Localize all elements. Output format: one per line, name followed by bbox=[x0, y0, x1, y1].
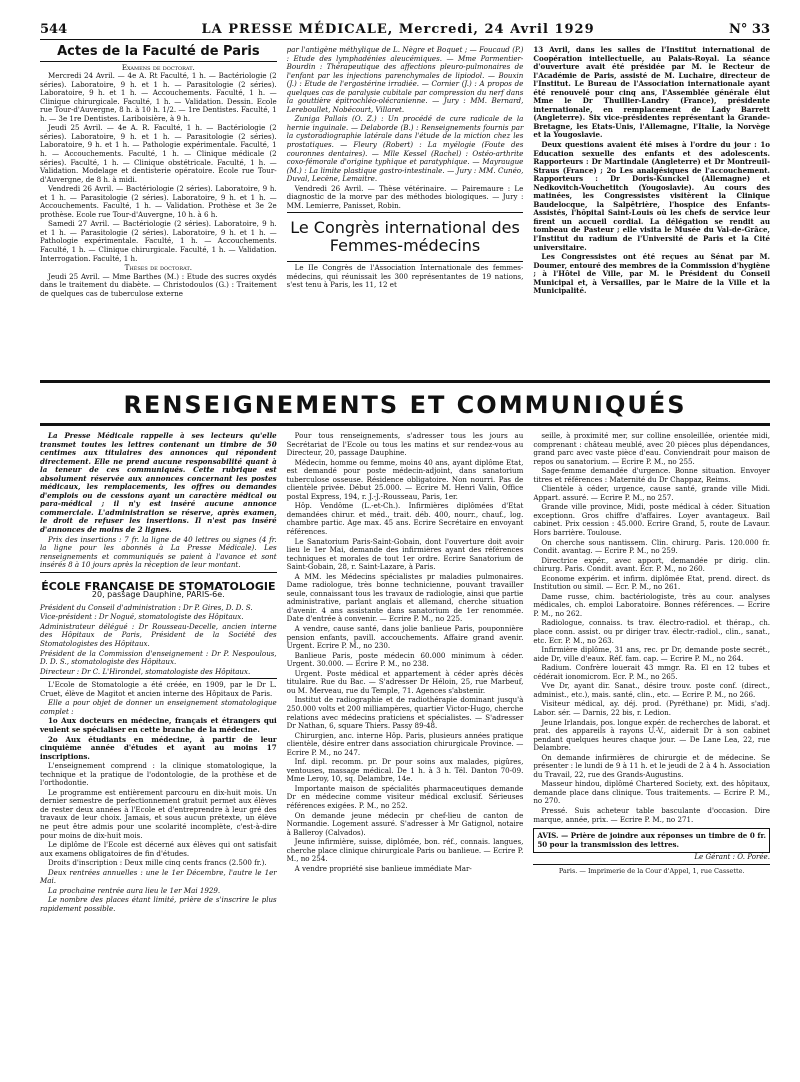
classified-ad: Vve Dr, ayant dir. Sanat., désire trouv. poste conf. (direct., administ., etc.), mais. santé, clin., etc. — Ecrire P. M., no 266. bbox=[533, 681, 771, 699]
classified-ad: Le Sanatorium Paris-Saint-Gobain, dont l'ouverture doit avoir lieu le 1er Mai, demande des infirmières ayant des références techniques et morales de tout 1er ordre. Ecrire Sanatorium de Saint-Gobain, 28, r. Saint-Lazare, à Paris. bbox=[286, 536, 524, 572]
page-number: 544 bbox=[40, 22, 68, 37]
faculte-paragraph: Mercredi 24 Avril. — 4e A. Rt Faculté, 1 h. — Bactériologie (2 séries). Laboratoire, 9 h. et 1 h. — Parasitologie (2 séries). Laboratoire, 9 h. et 1 h. — Accouchements. Faculté, 1 h. — Clinique chirurgicale. Faculté, 1 h. — Validation. Dessin. Ecole rue Tour-d'Auvergne, 8 h. à 10 h. 1/2. — 1re Dentistes. Faculté, 1 h. — 3e 1re Dentistes. Lariboisière, à 9 h. bbox=[40, 71, 277, 123]
classified-ad: Hôp. Vendôme (L.-et-Ch.). Infirmières diplômées d'Etat demandées chirur. et méd., trait. déb. 400, nourr., chauf., log. chambre partic. Age max. 45 ans. Ecrire Secrétaire en envoyant références. bbox=[286, 501, 524, 537]
classified-ad: Visiteur médical, ay. déj. prod. (Pyréthane) pr. Midi, s'adj. Labor. sér. — Darnis, 22 bis, r. Ledion. bbox=[533, 699, 771, 717]
ecole-body: Le nombre des places étant limité, prière de s'inscrire le plus rapidement possible. bbox=[40, 895, 277, 913]
theses-subheading: Thèses de doctorat. bbox=[124, 263, 193, 273]
prix-paragraph: Prix des insertions : 7 fr. la ligne de 40 lettres ou signes (4 fr. la ligne pour les abonnés à La Presse Médicale). Les renseignements et communiqués se paient à l'avance et sont insérés 8 à 10 jours après la réception de leur montant. bbox=[40, 534, 277, 570]
ecole-body: Deux rentrées annuelles : une le 1er Décembre, l'autre le 1er Mai. bbox=[40, 867, 277, 886]
faculte-paragraph: Vendredi 26 Avril. — Bactériologie (2 séries). Laboratoire, 9 h. et 1 h. — Parasitologie (2 séries). Laboratoire, 9 h. et 1 h. — Accouchements. Faculté, 1 h. — Validation. Prothèse et 3e 2e prothèse. Ecole rue Tour-d'Auvergne, 10 h. à 6 h. bbox=[40, 184, 277, 219]
right-bottom-column bbox=[533, 432, 770, 914]
avis-box: AVIS. — Prière de joindre aux réponses un timbre de 0 fr. 50 pour la transmission des lettres. bbox=[533, 828, 770, 853]
ecole-staff: Président de la Commission d'enseignement : Dr P. Nespoulous, D. D. S., stomatologiste des Hôpitaux. bbox=[40, 648, 277, 667]
right-top-column bbox=[533, 46, 770, 376]
congres-continued-3: Les Congressistes ont été reçues au Sénat par M. Doumer, entouré des membres de la Commission d'hygiène ; à l'Hôtel de Ville, par M. le Président du Conseil Municipal et, à Versailles, par le Maire de la Ville et la Municipalité. bbox=[533, 252, 771, 296]
classified-ad: On demande jeune médecin pr chef-lieu de canton de Normandie. Logement assuré. S'adresser à Mr Gatignol, notaire à Balleroy (Calvados). bbox=[286, 810, 524, 837]
congres-paragraph: Le IIe Congrès de l'Association Internationale des femmes-médecins, qui réunissait les 300 représentantes de 19 nations, s'est tenu à Paris, les 11, 12 et bbox=[286, 263, 524, 290]
theses-continued-2: Zuniga Pallais (O. Z.) : Un procédé de cure radicale de la hernie inguinale. — Delaborde (B.) : Renseignements fournis par la cystoradiographie latérale dans l'étude de la miction chez les prostatiques. — Fleury (Robert) : La myélogie (Foute des couronnes dentaires). — Mlle Kessel (Rachel) : Ostéo-arthrite coxo-fémorale d'origine typhique et paratyphique. — Mayraugue (M.) : La limite plastique gastro-intestinale. — Jury : MM. Cunéo, Duval, Lecène, Lemaitre. bbox=[286, 114, 524, 184]
ecole-body: Droits d'inscription : Deux mille cinq cents francs (2.500 fr.). bbox=[48, 858, 267, 868]
classified-ad: Importante maison de spécialités pharmaceutiques demande Dr en médecine comme visiteur médical exclusif. Sérieuses références exigées. P. M., no 252. bbox=[286, 783, 524, 810]
classified-ad: Pressé. Suis acheteur table basculante d'occasion. Dire marque, année, prix. — Ecrire P. M., no 271. bbox=[533, 805, 771, 824]
ecole-body: Le programme est entièrement parcouru en dix-huit mois. Un dernier semestre de perfectionnement gratuit permet aux élèves de rester deux années à l'Ecole et d'entreprendre à leur gré des travaux de leur choix. Jamais, et sous aucun prétexte, un élève ne peut être admis pour une scolarité incomplète, c'est-à-dire pour moins de dix-huit mois. bbox=[40, 787, 277, 840]
newspaper-page bbox=[40, 22, 770, 914]
congres-continued-2: Deux questions avaient été mises à l'ordre du jour : 1o Education sexuelle des enfants et des adolescents. Rapporteurs : Dr Martindale (Angleterre) et Dr Montreuil-Straus (France) ; 2o Les analgésiques de l'accouchement. Rapporteurs : Dr Doris-Kunckel (Allemagne) et Nedkovitch-Vouchetitch (Yougoslavie). Au cours des matinées, les Congressistes visitèrent la Clinique Baudelocque, la Salpêtrière, l'hospice des Enfants-Assistés, l'hôpital Saint-Louis où les chefs de service leur firent un accueil cordial. La délégation se rendit au tombeau de Pasteur ; elle visita le Musée du Val-de-Grâce, l'Institut du radium de l'Université de Paris et la Cité universitaire. bbox=[533, 140, 771, 252]
imprimerie-line: Paris. — Imprimerie de la Cour d'Appel, 1, rue Cassette. bbox=[558, 866, 745, 875]
classified-ad: Infirmière diplôme, 31 ans, rec. pr Dr, demande poste secrét., aide Dr, ville d'eaux. Réf. fam. cap. — Ecrire P. M., no 264. bbox=[533, 645, 771, 663]
classified-ad: Institut de radiographie et de radiothérapie dominant jusqu'à 250.000 volts et 200 milliampères, quartier Victor-Hugo, cherche relations avec médecins praticiens et spécialistes. — S'adresser Dr Nathan, 6, square Thiers. Passy 89-48. bbox=[286, 695, 524, 731]
newspaper-title: LA PRESSE MÉDICALE, Mercredi, 24 Avril 1929 bbox=[201, 22, 595, 37]
ecole-body: L'enseignement comprend : la clinique stomatologique, la technique et la pratique de l'odontologie, de la prothèse et de l'orthodontie. bbox=[40, 761, 277, 788]
renseignements-title: RENSEIGNEMENTS ET COMMUNIQUÉS bbox=[123, 391, 687, 419]
ecole-body: Elle a pour objet de donner un enseignement stomatologique complet : bbox=[40, 698, 277, 716]
ecole-staff: Vice-président : Dr Nogué, stomatologiste des Hôpitaux. bbox=[40, 612, 244, 622]
ecole-body: La prochaine rentrée aura lieu le 1er Mai 1929. bbox=[48, 885, 221, 895]
classified-ad: Chirurgien, anc. interne Hôp. Paris, plusieurs années pratique clientèle, désire entrer dans association chirurgicale Province. — Ecrire P. M., no 247. bbox=[286, 730, 524, 757]
congres-continued: 13 Avril, dans les salles de l'Institut international de Coopération intellectuelle, au Palais-Royal. La séance d'ouverture avait été présidée par M. le Recteur de l'Académie de Paris, assisté de M. Luchaire, directeur de l'Institut. Le Bureau de l'Association internationale ayant été renouvelé pour cinq ans, l'Assemblée générale élut Mme le Dr Thuillier-Landry (France), présidente internationale, en remplacement de Lady Barrett (Angleterre). Six vice-présidentes représentant la Grande-Bretagne, les Etats-Unis, l'Allemagne, l'Italie, la Norvège et la Yougoslavie. bbox=[533, 45, 771, 140]
top-columns bbox=[40, 46, 770, 376]
gerant-line: Le Gérant : O. Porée. bbox=[694, 852, 771, 862]
ecole-body: Le diplôme de l'Ecole est décerné aux élèves qui ont satisfait aux examens obligatoires de fin d'études. bbox=[40, 840, 277, 858]
classified-ad: Radium. Confrère louerait 43 mmgr. Ra. El en 12 tubes et cédérait ionomicrom. Ecr. P. M., no 265. bbox=[533, 663, 771, 681]
classified-ad: Directrice expér., avec apport, demandée pr dirig. clin. chirurg. Paris. Condit. avant. Ecr. P. M., no 260. bbox=[533, 555, 771, 574]
section-divider bbox=[40, 423, 770, 426]
examens-subheading: Examens de doctorat. bbox=[121, 62, 195, 72]
divider bbox=[287, 261, 524, 262]
ecole-address: 20, passage Dauphine, PARIS-6e. bbox=[91, 590, 225, 600]
ecole-title: ÉCOLE FRANÇAISE DE STOMATOLOGIE bbox=[41, 579, 276, 593]
classified-ad: Sage-femme demandée d'urgence. Bonne situation. Envoyer titres et références : Maternité du Dr Chappaz, Reims. bbox=[533, 466, 771, 484]
theses-continued: par l'antigène méthylique de L. Nègre et Boquet ; — Foucaud (P.) : Etude des lymphadénies aleucémiques. — Mme Parmentier-Bourdin : Thérapeutique des affections pleuro-pulmonaires de l'enfant par les injections parenchymales de lipiodol. — Bouxin (J.) : Etude de l'ergostérine irradiée. — Cornier (J.) : A propos de quelques cas de paralysie cubitale par compression du nerf dans la gouttière épitrochléo-olécranienne. — Jury : MM. Bernard, Lereboullet, Nobécourt, Villaret. bbox=[286, 45, 524, 114]
faculte-column bbox=[40, 46, 277, 376]
ecole-staff: Administrateur délégué : Dr Rousseau-Decelle, ancien interne des Hôpitaux de Paris, Président de la Société des Stomatologistes des Hôpitaux. bbox=[40, 621, 277, 649]
classified-ad: Pour tous renseignements, s'adresser tous les jours au Secrétariat de l'Ecole ou tous les matins et sur rendez-vous au Directeur, 20, passage Dauphine. bbox=[286, 431, 524, 458]
classified-ad: Grande ville province, Midi, poste médical à céder. Situation exceptionn. Gros chiffre d'affaires. Loyer avantageux. Bail cabinet. Prix cession : 45.000. Ecrire Grand, 5, route de Lavaur. Hors barrière. Toulouse. bbox=[533, 502, 771, 538]
classified-ad: seille, à proximité mer, sur colline ensoleillée, orientée midi, comprenant : château meublé, avec 20 pièces plus dépendances, grand parc avec vaste pièce d'eau. Conviendrait pour maison de repos ou sanatorium. — Ecrire P. M., no 255. bbox=[533, 431, 771, 466]
classified-ad: A MM. les Médecins spécialistes pr maladies pulmonaires. Dame radiologue, très bonne technicienne, pouvant travailler seule, connaissant tous les travaux de radiologie, ainsi que partie administrative, parlant anglais et allemand, cherche situation d'avenir. 4 ans assistante dans sanatorium de 1er renommée. Date d'entrée à convenir. — Ecrire P. M., no 225. bbox=[286, 571, 524, 624]
bottom-columns bbox=[40, 432, 770, 914]
ecole-body: L'Ecole de Stomatologie a été créée, en 1909, par le Dr L. Cruet, élève de Magitot et ancien interne des Hôpitaux de Paris. bbox=[40, 680, 277, 698]
theses-continued-3: Vendredi 26 Avril. — Thèse vétérinaire. — Pairemaure : Le diagnostic de la morve par des méthodes biologiques. — Jury : MM. Lemierre, Panisset, Robin. bbox=[286, 183, 524, 210]
divider bbox=[40, 572, 277, 573]
classified-ad: Banlieue Paris, poste médecin 60.000 minimum à céder. Urgent. 30.000. — Ecrire P. M., no 238. bbox=[286, 650, 524, 669]
notice-paragraph: La Presse Médicale rappelle à ses lecteurs qu'elle transmet toutes les lettres contenant un timbre de 50 centimes aux titulaires des annonces qui répondent directement. Elle ne prend aucune responsabilité quant à la teneur de ces communiqués. Cette rubrique est absolument réservée aux annonces concernant les postes médicaux, les remplacements, les offres ou demandes d'emplois ou de cessions ayant un caractère médical ou para-médical ; il n'y est inséré aucune annonce commerciale. L'administration se réserve, après examen, le droit de refuser les insertions. Il n'est pas inséré d'annonces de moins de 2 lignes. bbox=[40, 431, 277, 535]
classified-ad: Clientèle à céder, urgence, cause santé, grande ville Midi. Appart. assuré. — Ecrire P. M., no 257. bbox=[533, 484, 771, 502]
issue-number: N° 33 bbox=[728, 22, 770, 37]
classified-ad: On demande infirmières de chirurgie et de médecine. Se présenter : le lundi de 9 à 11 h. et le jeudi de 2 à 4 h. Association du Travail, 22, rue des Grands-Augustins. bbox=[533, 752, 771, 779]
ecole-body: 1o Aux docteurs en médecine, français et étrangers qui veulent se spécialiser en cette branche de la médecine. bbox=[40, 716, 277, 734]
faculte-heading: Actes de la Faculté de Paris bbox=[57, 44, 260, 59]
ecole-staff: Directeur : Dr C. L'Hirondel, stomatologiste des Hôpitaux. bbox=[40, 666, 251, 676]
classified-ad: A vendre, cause santé, dans jolie banlieue Paris, pouponnière pension enfants, pavill. accouchements. Affaire grand avenir. Urgent. Ecrire P. M., no 230. bbox=[286, 624, 524, 651]
congres-title: Le Congrès international des Femmes-médecins bbox=[290, 218, 520, 256]
ecole-body: 2o Aux étudiants en médecine, à partir de leur cinquième année d'études et ayant au moins 17 inscriptions. bbox=[40, 734, 277, 761]
classified-ad: Inf. dipl. recomm. pr. Dr pour soins aux malades, pigûres, ventouses, massage médical. De 1 h. à 3 h. Tél. Danton 70-09. Mme Leroy, 10, sq. Delambre, 14e. bbox=[286, 757, 524, 784]
classified-ad: A vendre propriété sise banlieue immédiate Mar- bbox=[294, 863, 472, 873]
section-divider bbox=[40, 380, 770, 383]
classified-ad: Radiologue, connaiss. ts trav. électro-radiol. et thérap., ch. place conn. assist. ou pr diriger trav. électr.-radiol., clin., sanat., etc. Ecr. P. M., no 263. bbox=[533, 618, 771, 645]
theses-paragraph: Jeudi 25 Avril. — Mme Barthes (M.) : Etude des sucres oxydés dans le traitement du diabète. — Christodoulos (G.) : Traitement de quelques cas de tuberculose externe bbox=[40, 271, 277, 298]
classified-ad: On cherche sous nantissem. Clin. chirurg. Paris. 120.000 fr. Condit. avantag. — Ecrire P. M., no 259. bbox=[533, 537, 771, 556]
divider bbox=[533, 864, 770, 865]
middle-bottom-column bbox=[287, 432, 524, 914]
classified-ad: Masseur hindou, diplômé Chartered Society, ext. des hôpitaux, demande place dans clinique. Tous traitements. — Ecrire P. M., no 270. bbox=[533, 779, 771, 806]
ecole-staff: Président du Conseil d'administration : Dr P. Gires, D. D. S. bbox=[40, 602, 253, 612]
divider bbox=[287, 212, 524, 213]
classified-ad: Médecin, homme ou femme, moins 40 ans, ayant diplôme Etat, est demandé pour poste médecin-adjoint, dans sanatorium tuberculose osseuse. Résidence obligatoire. Non nourri. Pas de clientèle privée. Début 25.000. — Ecrire M. Henri Valin, Office postal Express, 194, r. J.-J.-Rousseau, Paris, 1er. bbox=[286, 457, 524, 501]
classified-ad: Jeune Irlandais, pos. longue expér. de recherches de laborat. et prat. des appareils à rayons U.-V., aiderait Dr à son cabinet pendant quelques heures chaque jour. — De Lane Lea, 22, rue Delambre. bbox=[533, 717, 771, 753]
faculte-paragraph: Samedi 27 Avril. — Bactériologie (2 séries). Laboratoire, 9 h. et 1 h. — Parasitologie (2 séries). Laboratoire, 9 h. et 1 h. — Pathologie expérimentale. Faculté, 1 h. — Accouchements. Faculté, 1 h. — Clinique chirurgicale. Faculté, 1 h. — Validation. Interrogation. Faculté, 1 h. bbox=[40, 219, 277, 263]
classified-ad: Jeune infirmière, suisse, diplômée, bon. réf., connais. langues, cherche place clinique chirurgicale Paris ou banlieue. — Ecrire P. M., no 254. bbox=[286, 837, 524, 864]
classified-ad: Urgent. Poste médical et appartement à céder après décès titulaire. Rue du Bac. — S'adresser Dr Héloin, 25, rue Marbeuf, ou M. Merveau, rue du Temple, 71. Agences s'abstenir. bbox=[286, 668, 524, 695]
divider bbox=[40, 678, 277, 679]
middle-top-column bbox=[287, 46, 524, 376]
classified-ad: Dame russe, chim. bactériologiste, très au cour. analyses médicales, ch. emploi Laboratoire. Bonnes références. — Ecrire P. M., no 262. bbox=[533, 591, 771, 618]
divider bbox=[40, 61, 277, 62]
masthead bbox=[40, 22, 770, 40]
faculte-paragraph: Jeudi 25 Avril. — 4e A. R. Faculté, 1 h. — Bactériologie (2 séries). Laboratoire, 9 h. et 1 h. — Parasitologie (2 séries). Laboratoire, 9 h. et 1 h. — Pathologie expérimentale. Faculté, 1 h. — Accouchements. Faculté, 1 h. — Clinique médicale (2 séries). Faculté, 1 h. — Clinique obstétricale. Faculté, 1 h. — Validation. Modelage et dentisterie opératoire. Ecole rue Tour-d'Auvergne, de 8 h. à midi. bbox=[40, 123, 277, 184]
left-bottom-column bbox=[40, 432, 277, 914]
classified-ad: Econome expérim. et infirm. diplômée Etat, prend. direct. ds Institution ou simil. — Ecr. P. M., no 261. bbox=[533, 573, 771, 592]
